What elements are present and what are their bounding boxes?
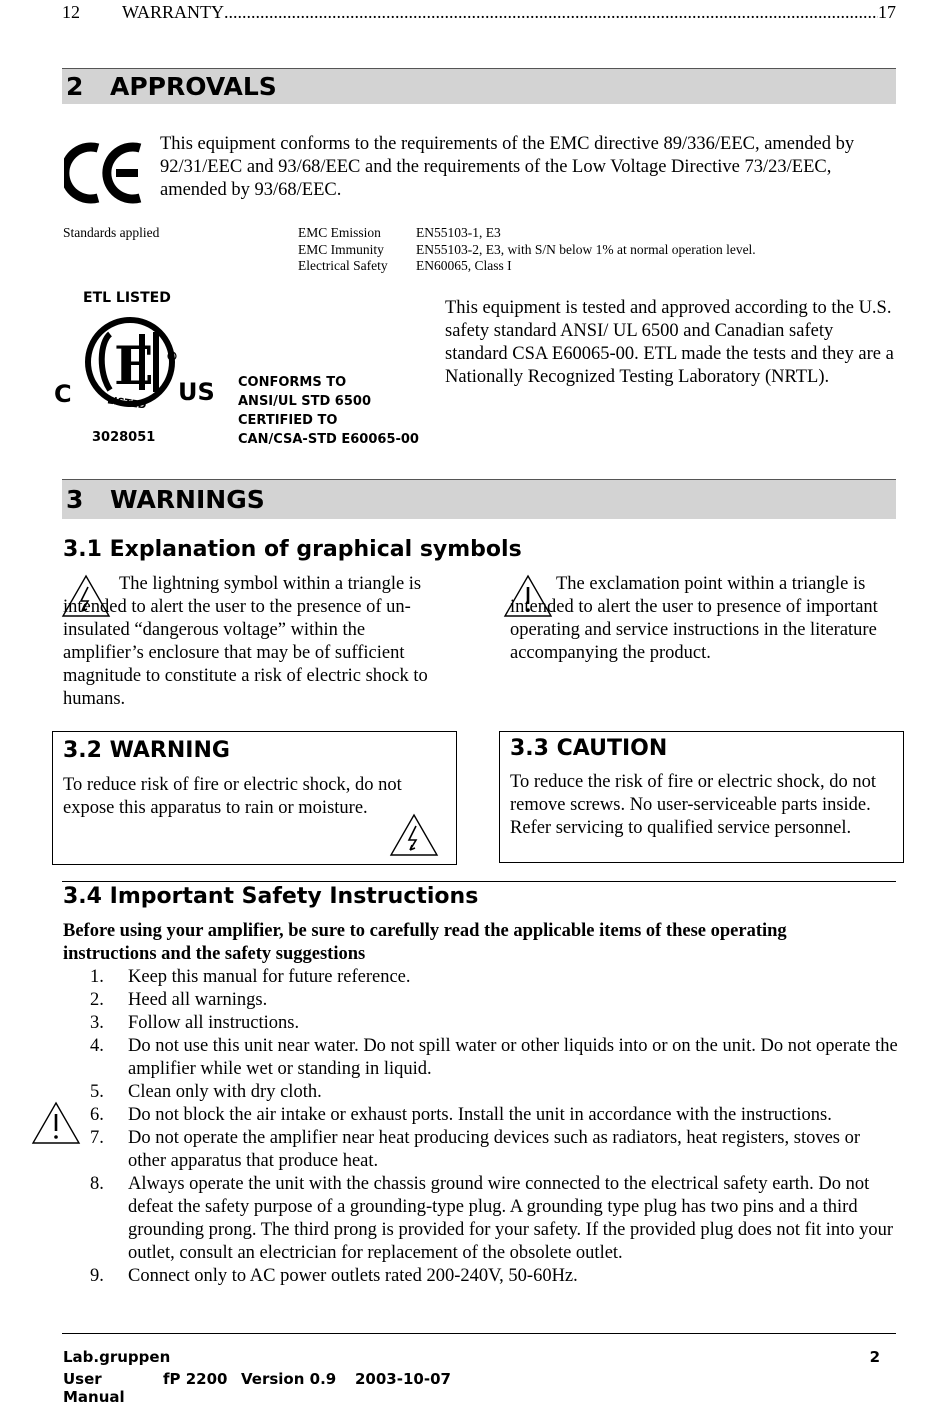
subsection-3-4-title: 3.4 Important Safety Instructions bbox=[63, 884, 479, 909]
item-number: 1. bbox=[90, 967, 104, 987]
item-text: Do not operate the amplifier near heat producing devices such as radiators, heat registers, stoves or other apparatus that produce heat. bbox=[128, 1128, 861, 1171]
lightning-triangle-icon bbox=[388, 812, 440, 858]
item-number: 6. bbox=[90, 1105, 104, 1125]
item-number: 7. bbox=[90, 1128, 104, 1148]
etl-listed-label: ETL LISTED bbox=[83, 290, 171, 306]
safety-intro-text: Before using your amplifier, be sure to carefully read the applicable items of these operating instructions and the safety suggestions bbox=[63, 921, 787, 964]
caution-text: To reduce the risk of fire or electric shock, do not remove screws. No user-serviceable parts inside. Refer servicing to qualified service personnel. bbox=[510, 772, 876, 838]
item-number: 4. bbox=[90, 1036, 104, 1056]
footer-divider bbox=[62, 1333, 896, 1334]
toc-number: 12 bbox=[62, 2, 80, 22]
list-item bbox=[90, 1035, 900, 1081]
standard-row bbox=[298, 242, 898, 259]
item-number: 3. bbox=[90, 1013, 104, 1033]
item-text: Do not block the air intake or exhaust ports. Install the unit in accordance with the instructions. bbox=[128, 1105, 832, 1125]
etl-conforms-line1: CONFORMS TO bbox=[238, 375, 347, 390]
toc-page: 17 bbox=[878, 2, 896, 22]
caution-box bbox=[499, 731, 904, 863]
standards-label: Standards applied bbox=[63, 225, 160, 240]
warning-box bbox=[52, 731, 457, 865]
etl-description-text: This equipment is tested and approved according to the U.S. safety standard ANSI/ UL 6500 and Canadian safety standard CSA E60065-00. ETL made the tests and they are a Nationally Recognized Testing Laboratory (NRTL). bbox=[445, 298, 894, 387]
list-item bbox=[90, 1104, 900, 1127]
lightning-symbol-text: The lightning symbol within a triangle is intended to alert the user to the presence of un-insulated “dangerous voltage” within the amplifier’s enclosure that may be of sufficient magnitude to constitute a risk of electric shock to humans. bbox=[63, 574, 428, 709]
standard-value: EN60065, Class I bbox=[416, 258, 512, 273]
section-approvals-header bbox=[62, 68, 896, 104]
item-text: Always operate the unit with the chassis ground wire connected to the electrical safety earth. Do not defeat the safety purpose of a grounding-type plug. A grounding type plug has two pins and a third grounding prong. The third prong is provided for your safety. If the provided plug does not fit into your outlet, consult an electrician for replacement of the obsolete outlet. bbox=[128, 1174, 894, 1263]
list-item bbox=[90, 966, 900, 989]
standard-row bbox=[298, 258, 898, 275]
standard-name: EMC Emission bbox=[298, 225, 381, 240]
footer-company: Lab.gruppen bbox=[63, 1348, 171, 1366]
standard-name: EMC Immunity bbox=[298, 241, 384, 257]
etl-conformance bbox=[238, 373, 419, 449]
section-warnings-header bbox=[62, 479, 896, 519]
item-number: 8. bbox=[90, 1174, 104, 1194]
warning-title: 3.2 WARNING bbox=[63, 738, 230, 763]
footer-manual: User Manual bbox=[63, 1370, 125, 1406]
standard-value: EN55103-2, E3, with S/N below 1% at normal operation level. bbox=[416, 241, 756, 257]
list-item bbox=[90, 1081, 900, 1104]
exclamation-triangle-icon bbox=[30, 1100, 82, 1146]
standard-name: Electrical Safety bbox=[298, 258, 388, 273]
toc-entry bbox=[62, 2, 896, 23]
item-text: Clean only with dry cloth. bbox=[128, 1082, 322, 1102]
footer-version: Version 0.9 bbox=[241, 1370, 337, 1388]
footer-page-number: 2 bbox=[869, 1348, 880, 1366]
list-item bbox=[90, 989, 900, 1012]
list-item bbox=[90, 1012, 900, 1035]
footer-date: 2003-10-07 bbox=[355, 1370, 451, 1388]
footer-model: fP 2200 bbox=[163, 1370, 228, 1388]
footer-manual-info bbox=[63, 1370, 451, 1406]
caution-title: 3.3 CAUTION bbox=[510, 736, 668, 761]
item-number: 5. bbox=[90, 1082, 104, 1102]
warning-text: To reduce risk of fire or electric shock, do not expose this apparatus to rain or moisture. bbox=[63, 775, 402, 818]
etl-file-number: 3028051 bbox=[92, 430, 156, 445]
item-text: Connect only to AC power outlets rated 200-240V, 50-60Hz. bbox=[128, 1266, 578, 1286]
standards-table bbox=[298, 225, 898, 275]
item-text: Follow all instructions. bbox=[128, 1013, 300, 1033]
section-title: APPROVALS bbox=[110, 72, 277, 101]
item-number: 2. bbox=[90, 990, 104, 1010]
toc-leader-dots bbox=[224, 2, 878, 23]
svg-text:E: E bbox=[114, 336, 154, 397]
standard-row bbox=[298, 225, 898, 242]
etl-certified-line1: CERTIFIED TO bbox=[238, 413, 338, 428]
list-item bbox=[90, 1265, 900, 1288]
etl-certification-block bbox=[50, 290, 450, 450]
etl-certified-line2: CAN/CSA-STD E60065-00 bbox=[238, 432, 419, 447]
standard-value: EN55103-1, E3 bbox=[416, 225, 501, 240]
etl-conforms-line2: ANSI/UL STD 6500 bbox=[238, 394, 371, 409]
list-item bbox=[90, 1173, 900, 1265]
item-text: Heed all warnings. bbox=[128, 990, 268, 1010]
ce-mark-icon bbox=[64, 142, 144, 204]
section-title: WARNINGS bbox=[110, 485, 265, 514]
ce-conformance-text: This equipment conforms to the requirements of the EMC directive 89/336/EEC, amended by 92/31/EEC and 93/68/EEC and the requirements of the Low Voltage Directive 73/23/EEC, amended by 93/68/EEC. bbox=[160, 134, 855, 200]
subsection-3-1-title: 3.1 Explanation of graphical symbols bbox=[63, 537, 522, 562]
divider bbox=[62, 881, 896, 882]
item-text: Do not use this unit near water. Do not spill water or other liquids into or on the unit. Do not operate the amplifier while wet or standing in liquid. bbox=[128, 1036, 898, 1079]
list-item bbox=[90, 1127, 900, 1173]
section-number: 3 bbox=[66, 485, 84, 514]
etl-us-mark: US bbox=[178, 378, 215, 406]
item-text: Keep this manual for future reference. bbox=[128, 967, 411, 987]
item-number: 9. bbox=[90, 1266, 104, 1286]
etl-listed-small: LISTED bbox=[106, 395, 147, 412]
exclamation-symbol-text: The exclamation point within a triangle is intended to alert the user to presence of important operating and service instructions in the literature accompanying the product. bbox=[510, 574, 878, 663]
etl-c-mark: C bbox=[54, 380, 72, 408]
section-number: 2 bbox=[66, 72, 84, 101]
svg-text:R: R bbox=[170, 353, 175, 361]
toc-label: WARRANTY bbox=[122, 2, 224, 22]
safety-instructions-list bbox=[90, 966, 900, 1288]
